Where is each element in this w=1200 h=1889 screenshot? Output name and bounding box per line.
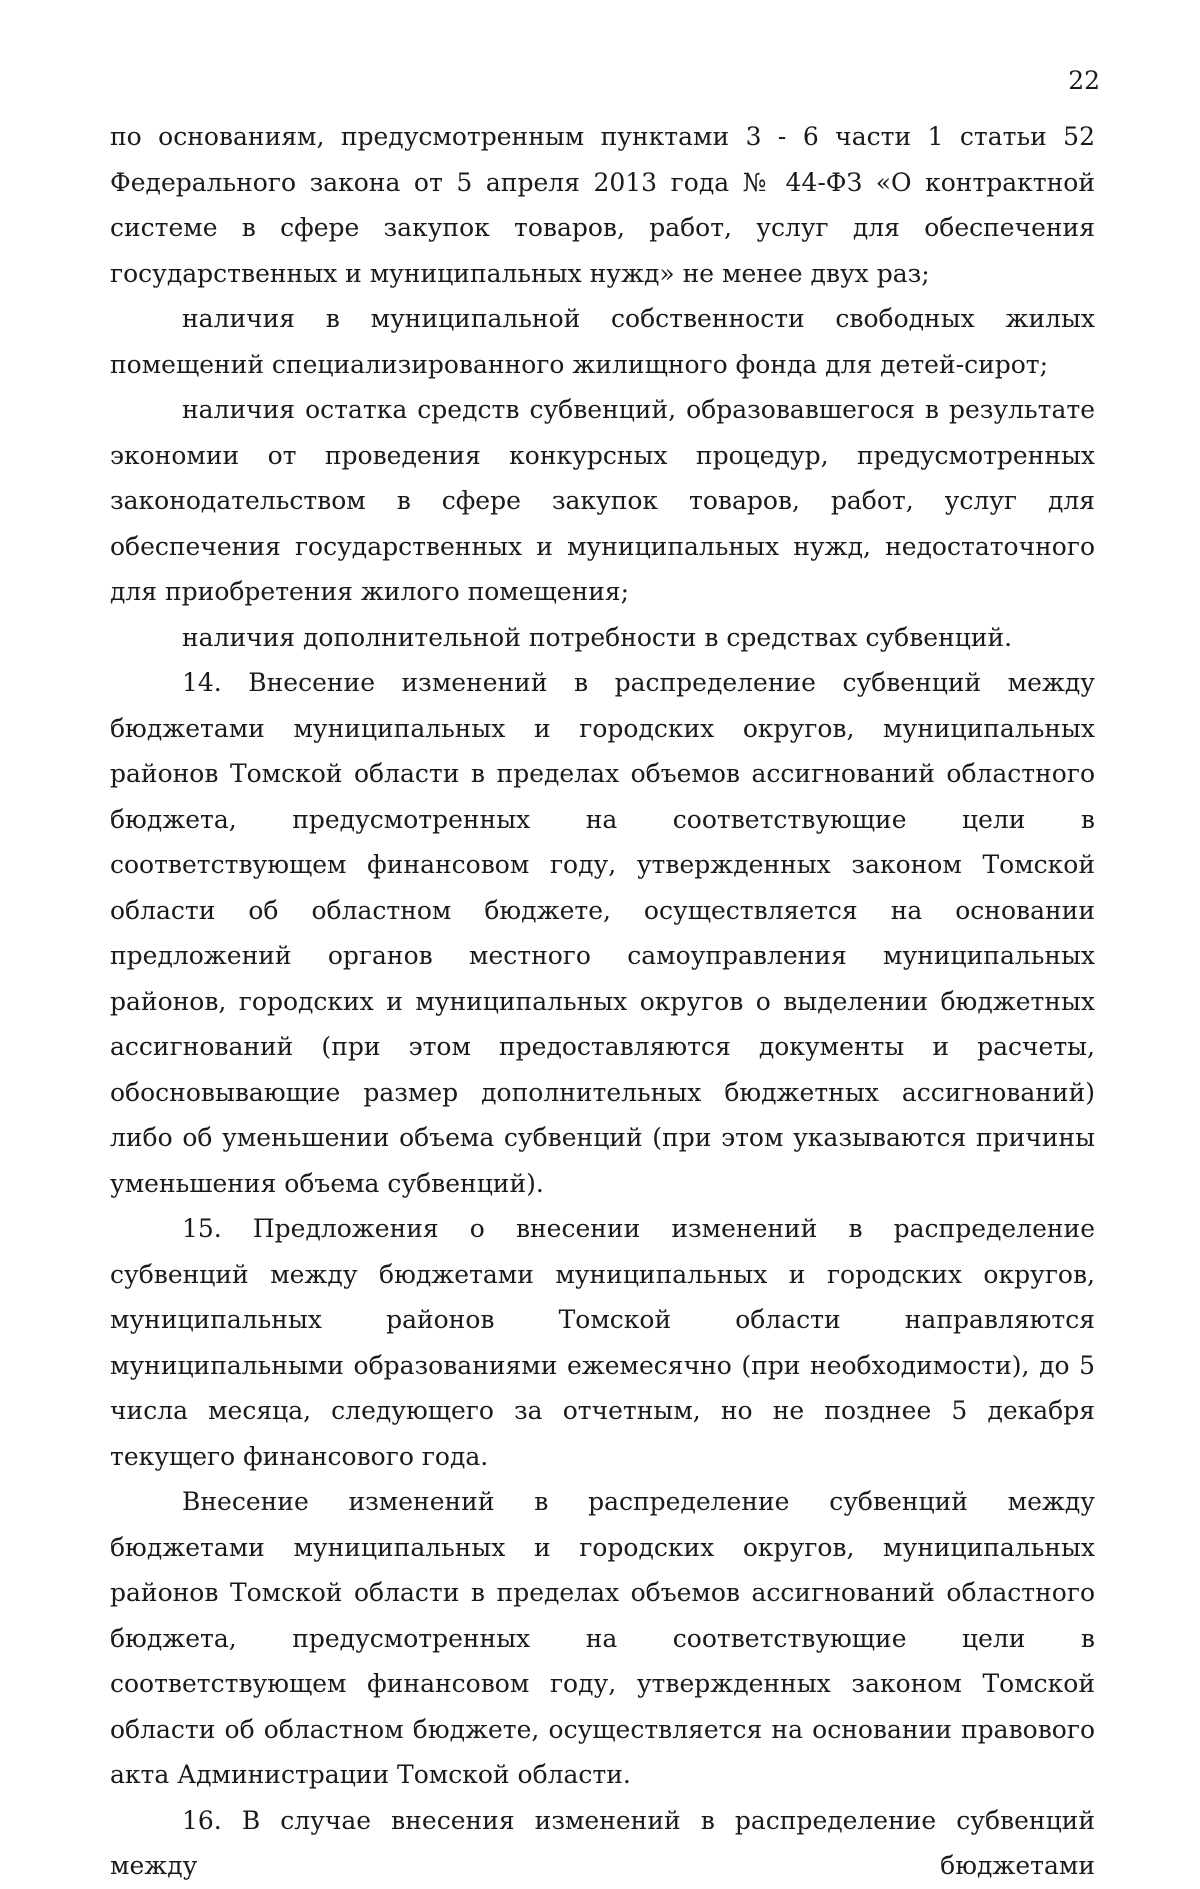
document-body [110, 114, 1095, 1889]
paragraph-free-housing: наличия в муниципальной собственности свободных жилых помещений специализированного жилищного фонда для детей-сирот; [110, 304, 1095, 379]
paragraph-item-16: 16. В случае внесения изменений в распределение субвенций между бюджетами [110, 1805, 1095, 1880]
paragraph-amendment-basis: Внесение изменений в распределение субвенций между бюджетами муниципальных и городских округов, муниципальных районов Томской области в пределах объемов ассигнований областного бюджета, предусмотренных на соответствующие цели в соответствующем финансовом году, утвержденных законом Томской области об областном бюджете, осуществляется на основании правового акта Администрации Томской области. [110, 1487, 1095, 1789]
paragraph-additional-need: наличия дополнительной потребности в средствах субвенций. [182, 622, 1013, 652]
paragraph-remaining-funds: наличия остатка средств субвенций, образовавшегося в результате экономии от проведения конкурсных процедур, предусмотренных законодательством в сфере закупок товаров, работ, услуг для обеспечения государственных и муниципальных нужд, недостаточного для приобретения жилого помещения; [110, 395, 1095, 606]
page-number: 22 [1068, 66, 1100, 95]
paragraph-item-14: 14. Внесение изменений в распределение субвенций между бюджетами муниципальных и городских округов, муниципальных районов Томской области в пределах объемов ассигнований областного бюджета, предусмотренных на соответствующие цели в соответствующем финансовом году, утвержденных законом Томской области об областном бюджете, осуществляется на основании предложений органов местного самоуправления муниципальных районов, городских и муниципальных округов о выделении бюджетных ассигнований (при этом предоставляются документы и расчеты, обосновывающие размер дополнительных бюджетных ассигнований) либо об уменьшении объема субвенций (при этом указываются причины уменьшения объема субвенций). [110, 668, 1095, 1198]
paragraph-continuation: по основаниям, предусмотренным пунктами 3 - 6 части 1 статьи 52 Федерального закона от 5 апреля 2013 года № 44-ФЗ «О контрактной системе в сфере закупок товаров, работ, услуг для обеспечения государственных и муниципальных нужд» не менее двух раз; [110, 122, 1095, 288]
paragraph-item-15: 15. Предложения о внесении изменений в распределение субвенций между бюджетами муниципальных и городских округов, муниципальных районов Томской области направляются муниципальными образованиями ежемесячно (при необходимости), до 5 числа месяца, следующего за отчетным, но не позднее 5 декабря текущего финансового года. [110, 1214, 1095, 1471]
